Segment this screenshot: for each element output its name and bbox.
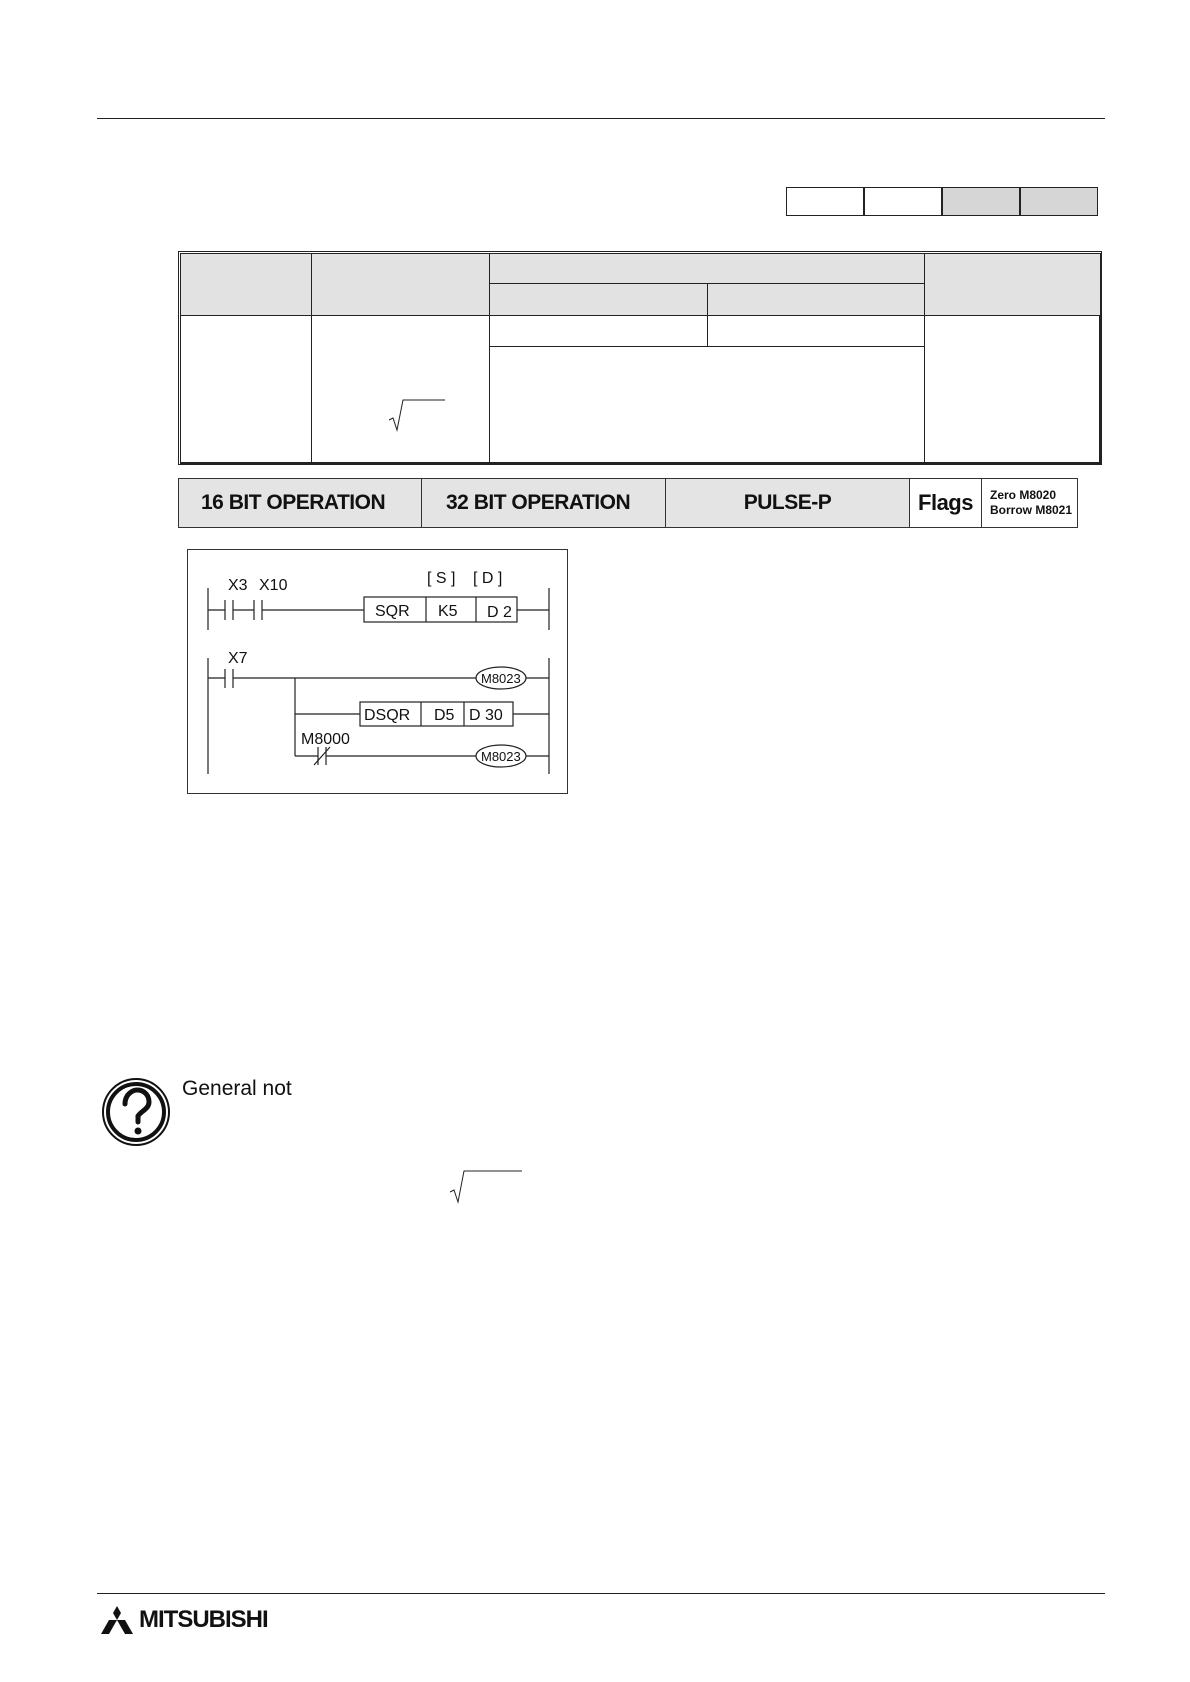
destination-d30: D 30 xyxy=(469,707,503,724)
three-diamonds-icon xyxy=(99,1606,135,1634)
info-cell-mnemonic xyxy=(180,315,312,464)
mitsubishi-logo-text: MITSUBISHI xyxy=(139,1606,268,1633)
operand-s-label: [ S ] xyxy=(427,570,456,587)
info-cell-steps xyxy=(924,315,1101,464)
cpu-box-1 xyxy=(786,187,864,216)
cpu-box-4 xyxy=(1020,187,1098,216)
flags-list xyxy=(981,478,1078,528)
info-cell-function xyxy=(311,315,490,464)
operation-bar xyxy=(178,478,1078,528)
flag-zero: Zero M8020 xyxy=(990,488,1057,502)
info-header-dest xyxy=(707,283,925,316)
coil-m8023-top: M8023 xyxy=(481,671,521,686)
contact-x3-label: X3 xyxy=(228,577,248,594)
ladder-diagram xyxy=(187,549,568,794)
info-cell-notes xyxy=(489,346,925,464)
cpu-box-2 xyxy=(864,187,942,216)
contact-x7-label: X7 xyxy=(228,650,248,667)
coil-m8023-bottom: M8023 xyxy=(481,749,521,764)
contact-x10-label: X10 xyxy=(259,577,288,594)
info-header-operands xyxy=(489,253,925,284)
info-cell-source xyxy=(489,315,708,347)
info-cell-dest xyxy=(707,315,925,347)
footer-rule xyxy=(97,1593,1105,1594)
instruction-dsqr: DSQR xyxy=(364,707,411,724)
instruction-sqr: SQR xyxy=(375,603,410,620)
source-d5: D5 xyxy=(434,707,455,724)
note-square-root-symbol xyxy=(448,1168,524,1204)
header-rule xyxy=(97,118,1105,119)
contact-m8000-label: M8000 xyxy=(301,731,350,748)
info-header-source xyxy=(489,283,708,316)
ladder-svg xyxy=(188,550,569,795)
destination-d2: D 2 xyxy=(487,604,512,621)
op-32bit: 32 BIT OPERATION xyxy=(421,478,666,528)
info-table-inner xyxy=(180,253,1100,463)
source-k5: K5 xyxy=(438,603,458,620)
info-header-mnemonic xyxy=(180,253,312,316)
info-header-function xyxy=(311,253,490,316)
general-note-title: General not xyxy=(182,1077,292,1100)
square-root-symbol xyxy=(387,396,447,436)
op-16bit: 16 BIT OPERATION xyxy=(178,478,422,528)
flag-borrow: Borrow M8021 xyxy=(990,503,1073,517)
flags-label: Flags xyxy=(909,478,982,528)
operand-d-label: [ D ] xyxy=(473,570,503,587)
info-header-steps xyxy=(924,253,1101,316)
mitsubishi-logo xyxy=(99,1605,268,1635)
question-mark-icon xyxy=(101,1077,171,1147)
op-pulse: PULSE-P xyxy=(665,478,910,528)
cpu-box-3 xyxy=(942,187,1020,216)
